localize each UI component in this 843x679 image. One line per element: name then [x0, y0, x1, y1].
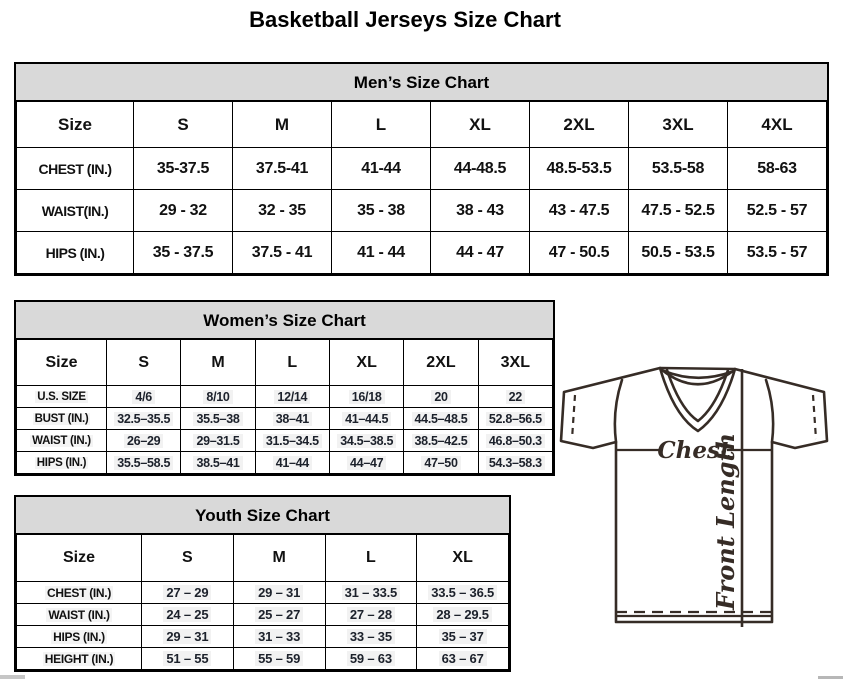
size-value-cell: 29 – 31	[233, 582, 325, 604]
size-value-cell: 50.5 - 53.5	[629, 232, 728, 274]
jersey-outline	[561, 368, 827, 622]
table-row	[17, 626, 509, 648]
size-value-cell: 24 – 25	[142, 604, 234, 626]
mens-col-header: 4XL	[728, 102, 827, 148]
size-value-cell: 41-44	[332, 148, 431, 190]
table-row	[17, 386, 553, 408]
size-value-cell: 51 – 55	[142, 648, 234, 670]
mens-col-header: M	[233, 102, 332, 148]
size-value-cell: 12/14	[255, 386, 329, 408]
womens-chart-title: Women’s Size Chart	[16, 302, 553, 339]
jersey-diagram	[553, 338, 837, 673]
mens-col-header: S	[134, 102, 233, 148]
youth-corner-header: Size	[17, 535, 142, 582]
size-value-cell: 33.5 – 36.5	[417, 582, 509, 604]
row-label: U.S. SIZE	[17, 386, 107, 408]
size-value-cell: 38 - 43	[431, 190, 530, 232]
size-value-cell: 59 – 63	[325, 648, 417, 670]
row-label: WAIST (IN.)	[17, 430, 107, 452]
size-value-cell: 35-37.5	[134, 148, 233, 190]
mens-header-row	[17, 102, 827, 148]
womens-header-row	[17, 340, 553, 386]
chest-label: Chest	[657, 437, 731, 464]
mens-col-header: 3XL	[629, 102, 728, 148]
size-value-cell: 32 - 35	[233, 190, 332, 232]
size-value-cell: 31.5–34.5	[255, 430, 329, 452]
size-value-cell: 27 – 28	[325, 604, 417, 626]
mens-chart-title: Men’s Size Chart	[16, 64, 827, 101]
size-value-cell: 44–47	[329, 452, 403, 474]
womens-corner-header: Size	[17, 340, 107, 386]
womens-col-header: 2XL	[404, 340, 478, 386]
size-value-cell: 26–29	[107, 430, 181, 452]
row-label: HEIGHT (IN.)	[17, 648, 142, 670]
size-value-cell: 38–41	[255, 408, 329, 430]
womens-col-header: M	[181, 340, 255, 386]
size-value-cell: 32.5–35.5	[107, 408, 181, 430]
youth-chart-title: Youth Size Chart	[16, 497, 509, 534]
row-label: HIPS (IN.)	[17, 452, 107, 474]
row-label: WAIST (IN.)	[17, 604, 142, 626]
table-row	[17, 430, 553, 452]
table-row	[17, 648, 509, 670]
table-row	[17, 452, 553, 474]
row-label: HIPS (IN.)	[17, 626, 142, 648]
mens-table	[16, 101, 827, 274]
youth-col-header: XL	[417, 535, 509, 582]
size-value-cell: 55 – 59	[233, 648, 325, 670]
size-value-cell: 43 - 47.5	[530, 190, 629, 232]
size-value-cell: 44 - 47	[431, 232, 530, 274]
size-value-cell: 47–50	[404, 452, 478, 474]
size-value-cell: 31 – 33	[233, 626, 325, 648]
table-row	[17, 408, 553, 430]
size-value-cell: 41–44.5	[329, 408, 403, 430]
youth-col-header: S	[142, 535, 234, 582]
row-label: WAIST(IN.)	[17, 190, 134, 232]
mens-col-header: L	[332, 102, 431, 148]
row-label: CHEST (IN.)	[17, 582, 142, 604]
womens-col-header: S	[107, 340, 181, 386]
size-value-cell: 58-63	[728, 148, 827, 190]
mens-size-chart	[14, 62, 829, 276]
table-row	[17, 232, 827, 274]
row-label: HIPS (IN.)	[17, 232, 134, 274]
size-value-cell: 33 – 35	[325, 626, 417, 648]
table-row	[17, 604, 509, 626]
size-value-cell: 35 - 37.5	[134, 232, 233, 274]
womens-size-chart	[14, 300, 555, 476]
scrollbar-fragment-left[interactable]	[0, 675, 25, 679]
table-row	[17, 582, 509, 604]
front-length-label: Front Length	[711, 432, 740, 610]
mens-col-header: 2XL	[530, 102, 629, 148]
size-value-cell: 29 - 32	[134, 190, 233, 232]
size-value-cell: 41 - 44	[332, 232, 431, 274]
size-value-cell: 29–31.5	[181, 430, 255, 452]
size-value-cell: 54.3–58.3	[478, 452, 552, 474]
table-row	[17, 148, 827, 190]
womens-col-header: XL	[329, 340, 403, 386]
size-value-cell: 31 – 33.5	[325, 582, 417, 604]
size-value-cell: 53.5 - 57	[728, 232, 827, 274]
size-value-cell: 35 – 37	[417, 626, 509, 648]
size-value-cell: 35 - 38	[332, 190, 431, 232]
size-value-cell: 47.5 - 52.5	[629, 190, 728, 232]
mens-col-header: XL	[431, 102, 530, 148]
size-value-cell: 47 - 50.5	[530, 232, 629, 274]
size-value-cell: 52.5 - 57	[728, 190, 827, 232]
mens-corner-header: Size	[17, 102, 134, 148]
page-title: Basketball Jerseys Size Chart	[249, 7, 561, 32]
size-value-cell: 38.5–41	[181, 452, 255, 474]
size-value-cell: 44-48.5	[431, 148, 530, 190]
womens-col-header: L	[255, 340, 329, 386]
row-label: BUST (IN.)	[17, 408, 107, 430]
size-value-cell: 16/18	[329, 386, 403, 408]
youth-col-header: L	[325, 535, 417, 582]
table-row	[17, 190, 827, 232]
youth-col-header: M	[233, 535, 325, 582]
size-value-cell: 22	[478, 386, 552, 408]
size-value-cell: 8/10	[181, 386, 255, 408]
size-value-cell: 46.8–50.3	[478, 430, 552, 452]
size-value-cell: 25 – 27	[233, 604, 325, 626]
size-value-cell: 44.5–48.5	[404, 408, 478, 430]
size-value-cell: 34.5–38.5	[329, 430, 403, 452]
size-value-cell: 20	[404, 386, 478, 408]
size-value-cell: 4/6	[107, 386, 181, 408]
size-value-cell: 53.5-58	[629, 148, 728, 190]
size-value-cell: 29 – 31	[142, 626, 234, 648]
youth-header-row	[17, 535, 509, 582]
size-value-cell: 28 – 29.5	[417, 604, 509, 626]
size-value-cell: 37.5 - 41	[233, 232, 332, 274]
womens-col-header: 3XL	[478, 340, 552, 386]
size-value-cell: 48.5-53.5	[530, 148, 629, 190]
size-value-cell: 41–44	[255, 452, 329, 474]
size-value-cell: 27 – 29	[142, 582, 234, 604]
size-value-cell: 37.5-41	[233, 148, 332, 190]
size-value-cell: 35.5–38	[181, 408, 255, 430]
size-value-cell: 63 – 67	[417, 648, 509, 670]
size-value-cell: 38.5–42.5	[404, 430, 478, 452]
size-value-cell: 52.8–56.5	[478, 408, 552, 430]
row-label: CHEST (IN.)	[17, 148, 134, 190]
size-value-cell: 35.5–58.5	[107, 452, 181, 474]
womens-table	[16, 339, 553, 474]
youth-size-chart	[14, 495, 511, 672]
youth-table	[16, 534, 509, 670]
